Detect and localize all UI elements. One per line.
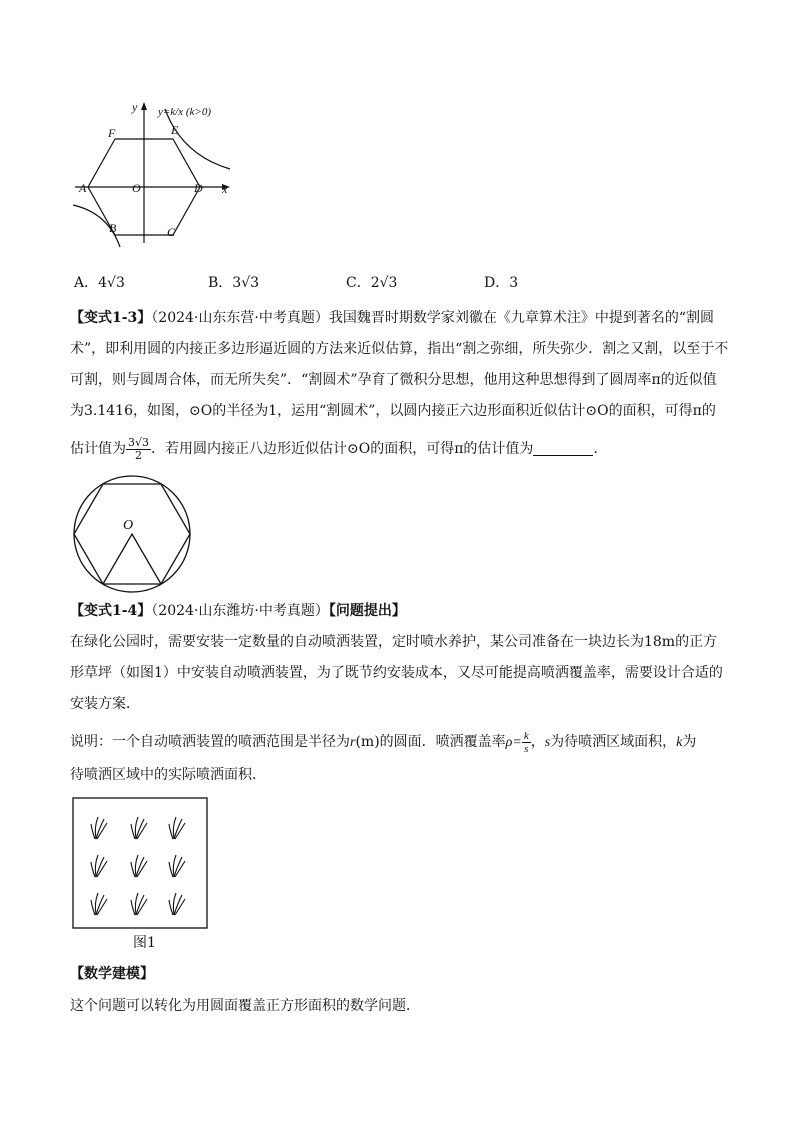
q14-p2: 形草坪（如图1）中安装自动喷洒装置，为了既节约安装成本，又尽可能提高喷洒覆盖率，需要设计合适的 bbox=[70, 665, 723, 681]
q14-header bbox=[70, 601, 406, 621]
q13-line5: 估计值为 $\frac{3√3}{2}$ ．若用圆内接正八边形近似估计⊙O的面积，可得π的估计值为 ． bbox=[70, 435, 608, 462]
model-heading: 【数学建模】 bbox=[70, 966, 154, 982]
grass-icon bbox=[131, 893, 147, 915]
origin-label: O bbox=[132, 181, 141, 195]
q13-source: （2024·山东东营·中考真题） bbox=[151, 310, 329, 326]
answer-blank[interactable] bbox=[533, 441, 593, 456]
q13-line4: 为3.1416，如图，⊙O的半径为1，运用“割圆术”，以圆内接正六边形面积近似估计⊙O的面积，可得π的 bbox=[70, 403, 716, 419]
point-b-label: B bbox=[109, 221, 117, 235]
choice-a[interactable]: A．4√3 bbox=[74, 275, 125, 291]
coverage-fraction: $\frac{k}{s}$ bbox=[523, 729, 529, 755]
figure-caption: 图1 bbox=[133, 935, 156, 951]
grass-icon bbox=[131, 855, 147, 877]
center-triangle bbox=[103, 534, 161, 584]
x-axis-label: x bbox=[222, 182, 228, 196]
function-label: y=k/x (k>0) bbox=[158, 106, 212, 118]
point-e-label: E bbox=[171, 123, 179, 137]
q14-note-line2: 待喷洒区域中的实际喷洒面积． bbox=[70, 767, 266, 783]
q14-tag: 【变式1-4】 bbox=[70, 603, 152, 619]
hexagon-hyperbola-figure bbox=[70, 95, 240, 250]
grass-icon bbox=[169, 893, 185, 915]
point-a-label: A bbox=[79, 181, 87, 195]
point-d-label: D bbox=[194, 181, 203, 195]
hyperbola-branch-upper bbox=[165, 109, 230, 169]
grass-icon bbox=[91, 893, 107, 915]
grass-icon bbox=[169, 817, 185, 839]
point-c-label: C bbox=[167, 225, 176, 239]
q14-section: 【问题提出】 bbox=[328, 603, 406, 619]
model-text: 这个问题可以转化为用圆面覆盖正方形面积的数学问题． bbox=[70, 998, 420, 1014]
grass-grid bbox=[91, 817, 185, 915]
grass-icon bbox=[169, 855, 185, 877]
choice-d[interactable]: D．3 bbox=[484, 275, 519, 291]
q13-line2: 术”，即利用圆的内接正多边形逼近圆的方法来近似估算，指出“割之弥细，所失弥少．割之又割，以至于不 bbox=[70, 341, 729, 357]
q14-source: （2024·山东潍坊·中考真题） bbox=[151, 603, 329, 619]
choice-c[interactable]: C．2√3 bbox=[346, 275, 398, 291]
q13-tag: 【变式1-3】 bbox=[70, 310, 152, 326]
q14-p3: 安装方案． bbox=[70, 696, 140, 712]
grass-icon bbox=[91, 817, 107, 839]
point-f-label: F bbox=[108, 126, 116, 140]
grass-icon bbox=[91, 855, 107, 877]
choice-b[interactable]: B．3√3 bbox=[208, 275, 260, 291]
q13-line1: 【变式1-3】（2024·山东东营·中考真题）我国魏晋时期数学家刘徽在《九章算术注》中提到著名的“割圆 bbox=[70, 310, 714, 326]
y-axis-label: y bbox=[132, 100, 138, 114]
q14-p1: 在绿化公园时，需要安装一定数量的自动喷洒装置，定时喷水养护，某公司准备在一块边长为18m的正方 bbox=[70, 634, 718, 650]
grass-icon bbox=[131, 817, 147, 839]
q14-note: 说明：一个自动喷洒装置的喷洒范围是半径为r(m)的圆面．喷洒覆盖率ρ= $\frac{k}{s}$ ，s为待喷洒区域面积，k为 bbox=[70, 729, 697, 755]
circle-hexagon-figure bbox=[70, 474, 194, 598]
q13-line3: 可割，则与圆周合体，而无所失矣”．“割圆术”孕育了微积分思想，他用这种思想得到了圆周率π的近似值 bbox=[70, 372, 717, 388]
pi-estimate-fraction: $\frac{3√3}{2}$ bbox=[128, 435, 150, 462]
center-label: O bbox=[123, 518, 134, 533]
lawn-figure bbox=[72, 797, 208, 931]
